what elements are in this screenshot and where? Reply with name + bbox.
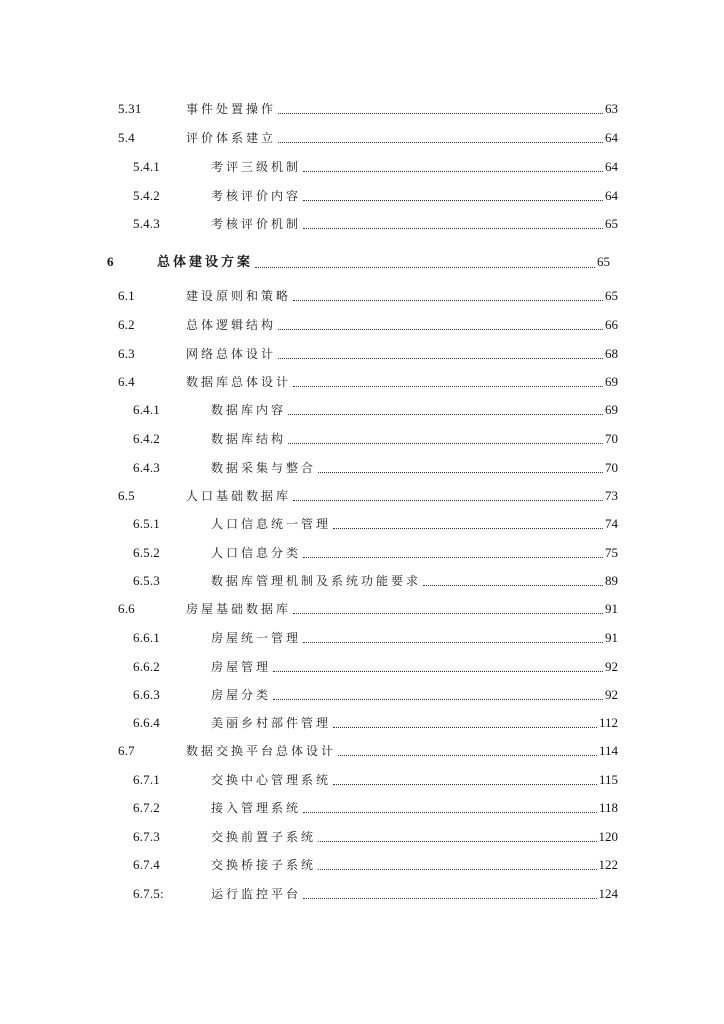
toc-entry-title: 房屋基础数据库 xyxy=(186,602,292,616)
toc-entry-title-line xyxy=(211,571,618,591)
toc-entry-number: 6.6 xyxy=(118,601,135,616)
toc-entry-title: 数据库结构 xyxy=(211,432,287,446)
toc-entry-title: 数据库内容 xyxy=(211,403,287,417)
toc-entry-page-number: 112 xyxy=(598,715,618,730)
toc-entry[interactable] xyxy=(0,827,724,847)
toc-entry-page-number: 65 xyxy=(605,288,618,303)
toc-entry-title: 美丽乡村部件管理 xyxy=(211,716,332,730)
toc-dot-leader xyxy=(273,699,603,700)
toc-entry-title-line xyxy=(186,99,618,119)
toc-entry-title: 数据采集与整合 xyxy=(211,461,317,475)
toc-entry-title: 数据交换平台总体设计 xyxy=(186,744,337,758)
toc-entry[interactable] xyxy=(0,798,724,818)
toc-entry-number: 6.7.1 xyxy=(133,772,160,787)
toc-entry[interactable] xyxy=(0,628,724,648)
toc-entry-title-line xyxy=(211,514,618,534)
toc-entry-number: 6.3 xyxy=(118,346,135,361)
toc-entry-page-number: 91 xyxy=(605,630,618,645)
toc-entry-title-line xyxy=(186,486,618,506)
toc-entry-page-number: 122 xyxy=(598,857,618,872)
toc-entry[interactable] xyxy=(0,599,724,619)
toc-entry-title: 评价体系建立 xyxy=(186,131,277,145)
toc-entry-page-number: 63 xyxy=(605,101,618,116)
toc-dot-leader xyxy=(293,386,603,387)
toc-entry[interactable] xyxy=(0,128,724,148)
toc-entry-title-line xyxy=(211,855,618,875)
toc-entry-number: 6.4.3 xyxy=(133,460,160,475)
toc-entry-number: 6.6.4 xyxy=(133,715,160,730)
toc-dot-leader xyxy=(293,613,603,614)
toc-entry-number: 6.4.2 xyxy=(133,431,160,446)
toc-entry-page-number: 91 xyxy=(605,601,618,616)
toc-entry[interactable] xyxy=(0,855,724,875)
toc-entry-page-number: 124 xyxy=(598,886,618,901)
toc-entry-number: 5.31 xyxy=(118,101,142,116)
toc-entry-title: 人口基础数据库 xyxy=(186,489,292,503)
toc-entry-number: 6.7.3 xyxy=(133,829,160,844)
toc-entry-page-number: 118 xyxy=(598,800,618,815)
toc-entry[interactable] xyxy=(0,252,724,272)
toc-entry[interactable] xyxy=(0,543,724,563)
toc-entry[interactable] xyxy=(0,400,724,420)
toc-dot-leader xyxy=(273,671,603,672)
toc-entry[interactable] xyxy=(0,571,724,591)
toc-entry[interactable] xyxy=(0,713,724,733)
toc-entry-page-number: 64 xyxy=(605,188,618,203)
toc-entry-number: 5.4.3 xyxy=(133,216,160,231)
toc-entry-title: 人口信息分类 xyxy=(211,546,302,560)
toc-entry-number: 5.4 xyxy=(118,130,135,145)
toc-entry-number: 6.5 xyxy=(118,488,135,503)
toc-entry[interactable] xyxy=(0,657,724,677)
toc-entry[interactable] xyxy=(0,458,724,478)
toc-entry-title-line xyxy=(211,157,618,177)
toc-entry[interactable] xyxy=(0,770,724,790)
toc-entry-title-line xyxy=(211,770,618,790)
toc-entry-page-number: 66 xyxy=(605,317,618,332)
toc-entry-title: 总体逻辑结构 xyxy=(186,318,277,332)
toc-entry-number: 6.7.2 xyxy=(133,800,160,815)
toc-entry[interactable] xyxy=(0,429,724,449)
toc-entry[interactable] xyxy=(0,157,724,177)
toc-entry-number: 6.7 xyxy=(118,743,135,758)
toc-entry[interactable] xyxy=(0,344,724,364)
toc-dot-leader xyxy=(255,267,595,268)
toc-entry-page-number: 69 xyxy=(605,402,618,417)
toc-entry-page-number: 70 xyxy=(605,431,618,446)
toc-entry-title: 考评三级机制 xyxy=(211,160,302,174)
toc-entry-title-line xyxy=(211,657,618,677)
toc-entry[interactable] xyxy=(0,514,724,534)
toc-dot-leader xyxy=(278,113,603,114)
toc-dot-leader xyxy=(278,142,603,143)
toc-dot-leader xyxy=(303,171,603,172)
toc-entry-title-line xyxy=(211,713,618,733)
toc-entry-title-line xyxy=(211,458,618,478)
toc-entry-page-number: 65 xyxy=(597,254,610,269)
toc-entry-page-number: 64 xyxy=(605,130,618,145)
toc-entry-number: 6.5.2 xyxy=(133,545,160,560)
toc-dot-leader xyxy=(288,414,603,415)
toc-dot-leader xyxy=(318,841,596,842)
toc-entry-page-number: 65 xyxy=(605,216,618,231)
toc-entry-page-number: 115 xyxy=(598,772,618,787)
toc-entry-title: 建设原则和策略 xyxy=(186,289,292,303)
toc-entry-number: 5.4.1 xyxy=(133,159,160,174)
toc-entry-title-line xyxy=(157,252,610,273)
toc-entry-title: 事件处置操作 xyxy=(186,102,277,116)
toc-entry-number: 6.7.5: xyxy=(133,886,164,901)
toc-entry[interactable] xyxy=(0,486,724,506)
toc-entry-page-number: 74 xyxy=(605,516,618,531)
toc-entry-title-line xyxy=(211,214,618,234)
toc-entry-title-line xyxy=(211,884,618,904)
toc-entry-page-number: 92 xyxy=(605,659,618,674)
toc-dot-leader xyxy=(303,898,596,899)
toc-entry-page-number: 89 xyxy=(605,573,618,588)
toc-entry-title: 运行监控平台 xyxy=(211,887,302,901)
toc-entry-title-line xyxy=(211,628,618,648)
toc-entry-title: 数据库总体设计 xyxy=(186,375,292,389)
toc-entry-title: 交换中心管理系统 xyxy=(211,773,332,787)
toc-entry-number: 6.7.4 xyxy=(133,857,160,872)
toc-entry-page-number: 69 xyxy=(605,374,618,389)
toc-entry-title-line xyxy=(211,400,618,420)
toc-entry-title-line xyxy=(186,599,618,619)
toc-dot-leader xyxy=(338,755,597,756)
toc-entry-title-line xyxy=(211,543,618,563)
toc-entry-title: 总体建设方案 xyxy=(157,255,254,270)
toc-dot-leader xyxy=(423,585,603,586)
toc-entry-title-line xyxy=(186,286,618,306)
toc-entry-page-number: 64 xyxy=(605,159,618,174)
toc-entry-title: 网络总体设计 xyxy=(186,347,277,361)
toc-entry-number: 6.1 xyxy=(118,288,135,303)
toc-entry-page-number: 68 xyxy=(605,346,618,361)
toc-entry-title-line xyxy=(186,741,618,761)
toc-entry-title-line xyxy=(211,186,618,206)
toc-entry-number: 6 xyxy=(107,254,114,269)
toc-entry-title: 房屋分类 xyxy=(211,688,272,702)
toc-entry-title: 考核评价机制 xyxy=(211,217,302,231)
toc-entry-number: 6.6.1 xyxy=(133,630,160,645)
toc-entry-title: 房屋管理 xyxy=(211,660,272,674)
toc-entry[interactable] xyxy=(0,685,724,705)
toc-dot-leader xyxy=(303,200,603,201)
toc-entry-title-line xyxy=(211,827,618,847)
toc-entry[interactable] xyxy=(0,315,724,335)
toc-dot-leader xyxy=(333,784,597,785)
toc-entry[interactable] xyxy=(0,884,724,904)
toc-entry-title: 考核评价内容 xyxy=(211,189,302,203)
toc-entry-title: 数据库管理机制及系统功能要求 xyxy=(211,574,422,588)
toc-dot-leader xyxy=(303,642,603,643)
toc-dot-leader xyxy=(318,472,603,473)
toc-dot-leader xyxy=(278,329,603,330)
toc-entry-number: 6.6.2 xyxy=(133,659,160,674)
toc-dot-leader xyxy=(333,727,597,728)
toc-entry-title-line xyxy=(211,798,618,818)
toc-entry-number: 6.5.3 xyxy=(133,573,160,588)
toc-entry-number: 6.4 xyxy=(118,374,135,389)
toc-entry-number: 5.4.2 xyxy=(133,188,160,203)
toc-entry[interactable] xyxy=(0,741,724,761)
toc-entry-number: 6.2 xyxy=(118,317,135,332)
toc-entry[interactable] xyxy=(0,372,724,392)
toc-entry-page-number: 73 xyxy=(605,488,618,503)
toc-entry-title-line xyxy=(186,128,618,148)
toc-entry-number: 6.6.3 xyxy=(133,687,160,702)
toc-entry-page-number: 92 xyxy=(605,687,618,702)
toc-dot-leader xyxy=(333,528,603,529)
toc-entry-title-line xyxy=(186,344,618,364)
toc-entry[interactable] xyxy=(0,186,724,206)
toc-entry-title: 交换前置子系统 xyxy=(211,830,317,844)
toc-dot-leader xyxy=(293,300,603,301)
toc-entry-number: 6.5.1 xyxy=(133,516,160,531)
toc-dot-leader xyxy=(303,228,603,229)
toc-dot-leader xyxy=(303,557,603,558)
toc-entry-title-line xyxy=(186,315,618,335)
toc-entry[interactable] xyxy=(0,286,724,306)
toc-entry-page-number: 75 xyxy=(605,545,618,560)
toc-entry-title: 接入管理系统 xyxy=(211,801,302,815)
toc-entry-page-number: 114 xyxy=(598,743,618,758)
toc-entry-title: 人口信息统一管理 xyxy=(211,517,332,531)
toc-entry-page-number: 120 xyxy=(598,829,618,844)
toc-entry-title-line xyxy=(211,685,618,705)
toc-entry-number: 6.4.1 xyxy=(133,402,160,417)
toc-dot-leader xyxy=(288,443,603,444)
toc-entry-title-line xyxy=(186,372,618,392)
toc-dot-leader xyxy=(278,358,603,359)
toc-entry[interactable] xyxy=(0,214,724,234)
toc-dot-leader xyxy=(293,500,603,501)
toc-entry-page-number: 70 xyxy=(605,460,618,475)
toc-dot-leader xyxy=(318,869,596,870)
toc-entry-title: 交换桥接子系统 xyxy=(211,858,317,872)
toc-entry-title: 房屋统一管理 xyxy=(211,631,302,645)
toc-dot-leader xyxy=(303,812,597,813)
toc-entry[interactable] xyxy=(0,99,724,119)
toc-entry-title-line xyxy=(211,429,618,449)
